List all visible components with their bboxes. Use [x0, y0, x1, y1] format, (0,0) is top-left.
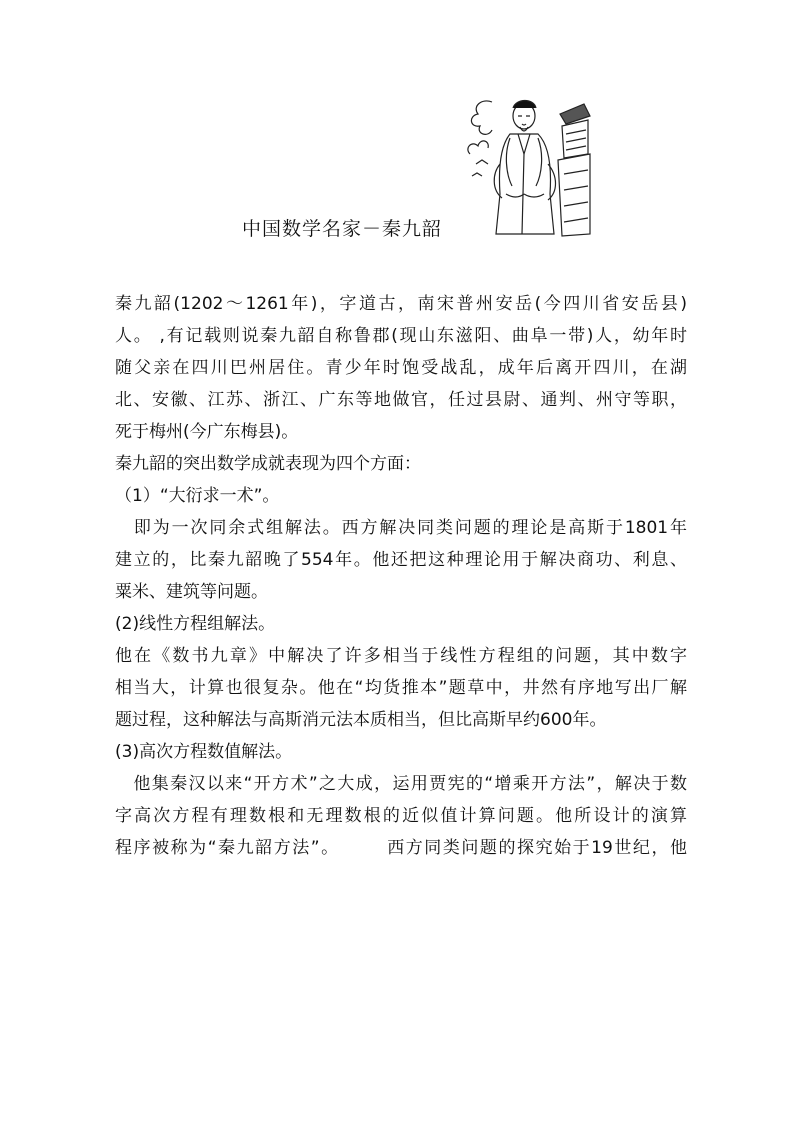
text-line: (3)高次方程数值解法。 [115, 742, 293, 762]
text-line: 他集秦汉以来“开方术”之大成，运用贾宪的“增乘开方法”，解决于数 [115, 774, 687, 794]
text-line: 人。 ,有记载则说秦九韶自称鲁郡(现山东滋阳、曲阜一带)人，幼年时 [115, 326, 687, 346]
portrait-illustration [462, 94, 592, 239]
text-line [115, 832, 687, 864]
document-title: 中国数学名家－秦九韶 [242, 218, 443, 240]
document-body [115, 288, 687, 864]
text-line: 建立的，比秦九韶晚了554年。他还把这种理论用于解决商功、利息、 [115, 550, 687, 570]
text-line: 字高次方程有理数根和无理数根的近似值计算问题。他所设计的演算 [115, 806, 687, 826]
text-line: 秦九韶(1202～1261年)，字道古，南宋普州安岳(今四川省安岳县) [115, 294, 687, 314]
text-line: (2)线性方程组解法。 [115, 614, 276, 634]
text-line: （1）“大衍求一术”。 [115, 486, 280, 506]
text-line: 死于梅州(今广东梅县)。 [115, 422, 299, 442]
text-segment: 西方同类问题的探究始于19世纪，他 [385, 838, 687, 858]
text-segment: 程序被称为“秦九韶方法”。 [115, 838, 340, 858]
text-line: 秦九韶的突出数学成就表现为四个方面： [115, 454, 421, 474]
text-line: 北、安徽、江苏、浙江、广东等地做官，任过县尉、通判、州守等职， [115, 390, 687, 410]
text-line: 即为一次同余式组解法。西方解决同类问题的理论是高斯于1801年 [115, 518, 687, 538]
text-line: 随父亲在四川巴州居住。青少年时饱受战乱，成年后离开四川，在湖 [115, 358, 687, 378]
text-line: 题过程，这种解法与高斯消元法本质相当，但比高斯早约600年。 [115, 710, 607, 730]
text-line: 他在《数书九章》中解决了许多相当于线性方程组的问题，其中数字 [115, 646, 687, 666]
text-line: 粟米、建筑等问题。 [115, 582, 268, 602]
text-line: 相当大，计算也很复杂。他在“均货推本”题草中，井然有序地写出厂解 [115, 678, 687, 698]
